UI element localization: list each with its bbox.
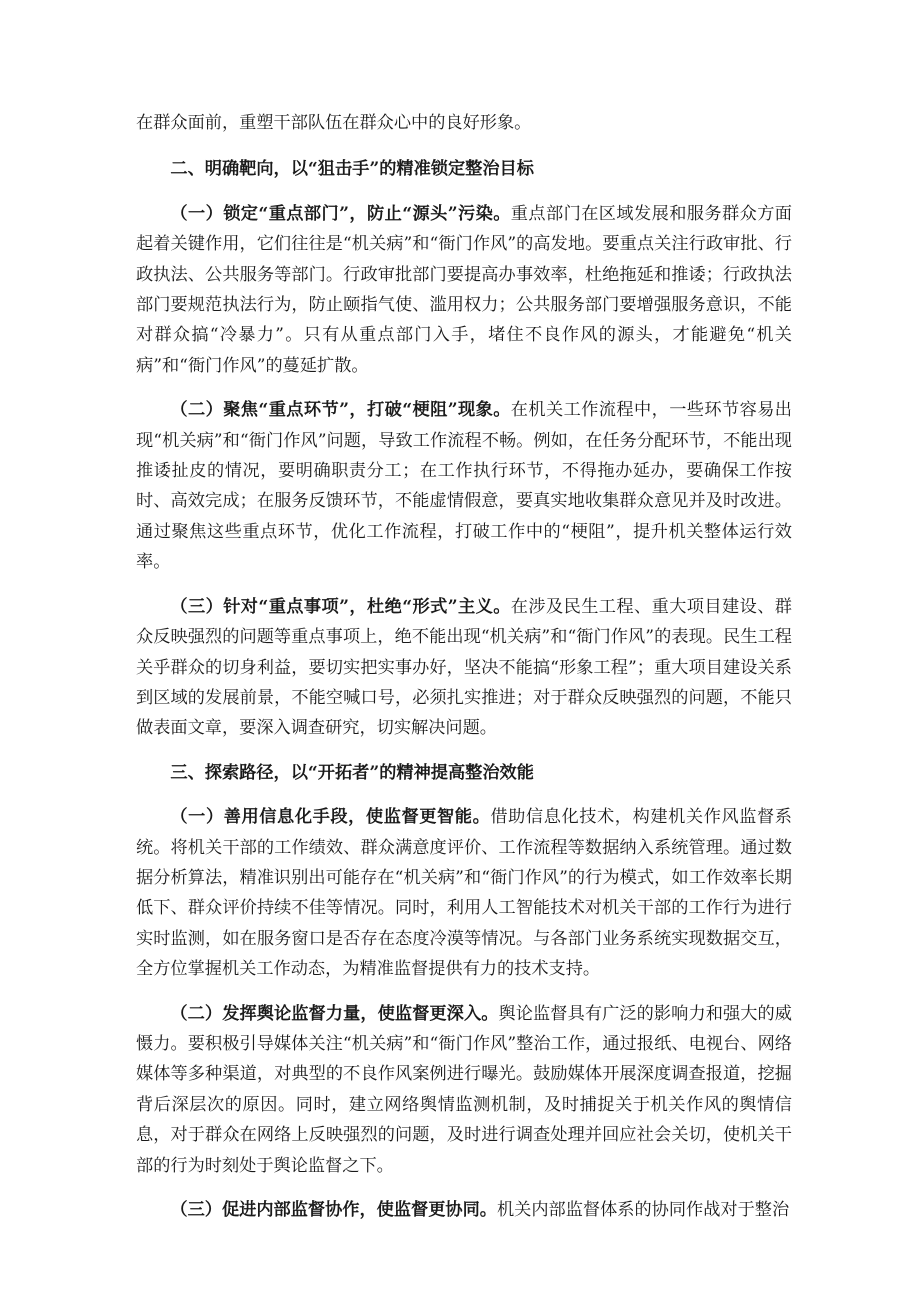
paragraph-body: 机关内部监督体系的协同作战对于整治 <box>496 1200 790 1220</box>
section-heading-2: 二、明确靶向，以“狙击手”的精准锁定整治目标 <box>170 159 534 180</box>
paragraph-2-1 <box>136 199 792 381</box>
paragraph-lead: （二）发挥舆论监督力量，使监督更深入。 <box>170 1003 499 1024</box>
paragraph-lead: （一）锁定“重点部门”，防止“源头”污染。 <box>170 203 511 224</box>
paragraph-lead: （三）促进内部监督协作，使监督更协同。 <box>170 1200 497 1220</box>
paragraph-body: 在涉及民生工程、重大项目建设、群众反映强烈的问题等重点事项上，绝不能出现“机关病”和“衙门作风”的表现。民生工程关乎群众的切身利益，要切实把实事办好，坚决不能搞“形象工程”；重大项目建设关系到区域的发展前景，不能空喊口号，必须扎实推进；对于群众反映强烈的问题，不能只做表面文章，要深入调查研究，切实解决问题。 <box>136 596 792 739</box>
paragraph-2-2 <box>136 395 792 577</box>
paragraph-lead: （三）针对“重点事项”，杜绝“形式”主义。 <box>170 596 511 617</box>
paragraph-3-2 <box>136 999 792 1181</box>
paragraph-lead: （二）聚焦“重点环节”，打破“梗阻”现象。 <box>170 400 511 421</box>
document-page <box>136 108 792 1239</box>
paragraph-3-1 <box>136 802 792 984</box>
section-heading-3: 三、探索路径，以“开拓者”的精神提高整治效能 <box>170 762 534 783</box>
paragraph-3-3 <box>136 1195 792 1225</box>
paragraph-body: 在机关工作流程中，一些环节容易出现“机关病”和“衙门作风”问题，导致工作流程不畅。例如，在任务分配环节，不能出现推诿扯皮的情况，要明确职责分工；在工作执行环节，不得拖办延办，要确保工作按时、高效完成；在服务反馈环节，不能虚情假意，要真实地收集群众意见并及时改进。通过聚焦这些重点环节，优化工作流程，打破工作中的“梗阻”，提升机关整体运行效率。 <box>136 400 792 573</box>
paragraph-body: 舆论监督具有广泛的影响力和强大的威慑力。要积极引导媒体关注“机关病”和“衙门作风”整治工作，通过报纸、电视台、网络媒体等多种渠道，对典型的不良作风案例进行曝光。鼓励媒体开展深度调查报道，挖掘背后深层次的原因。同时，建立网络舆情监测机制，及时捕捉关于机关作风的舆情信息，对于群众在网络上反映强烈的问题，及时进行调查处理并回应社会关切，使机关干部的行为时刻处于舆论监督之下。 <box>136 1003 792 1176</box>
paragraph-lead: （一）善用信息化手段，使监督更智能。 <box>170 807 491 828</box>
paragraph-continuation: 在群众面前，重塑干部队伍在群众心中的良好形象。 <box>136 113 532 133</box>
paragraph-2-3 <box>136 592 792 744</box>
paragraph-body: 借助信息化技术，构建机关作风监督系统。将机关干部的工作绩效、群众满意度评价、工作流程等数据纳入系统管理。通过数据分析算法，精准识别出可能存在“机关病”和“衙门作风”的行为模式，如工作效率长期低下、群众评价持续不佳等情况。同时，利用人工智能技术对机关干部的工作行为进行实时监测，如在服务窗口是否存在态度冷漠等情况。与各部门业务系统实现数据交互，全方位掌握机关工作动态，为精准监督提供有力的技术支持。 <box>136 807 792 980</box>
paragraph-body: 重点部门在区域发展和服务群众方面起着关键作用，它们往往是“机关病”和“衙门作风”的高发地。要重点关注行政审批、行政执法、公共服务等部门。行政审批部门要提高办事效率，杜绝拖延和推诿；行政执法部门要规范执法行为，防止颐指气使、滥用权力；公共服务部门要增强服务意识，不能对群众搞“冷暴力”。只有从重点部门入手，堵住不良作风的源头，才能避免“机关病”和“衙门作风”的蔓延扩散。 <box>136 203 792 376</box>
